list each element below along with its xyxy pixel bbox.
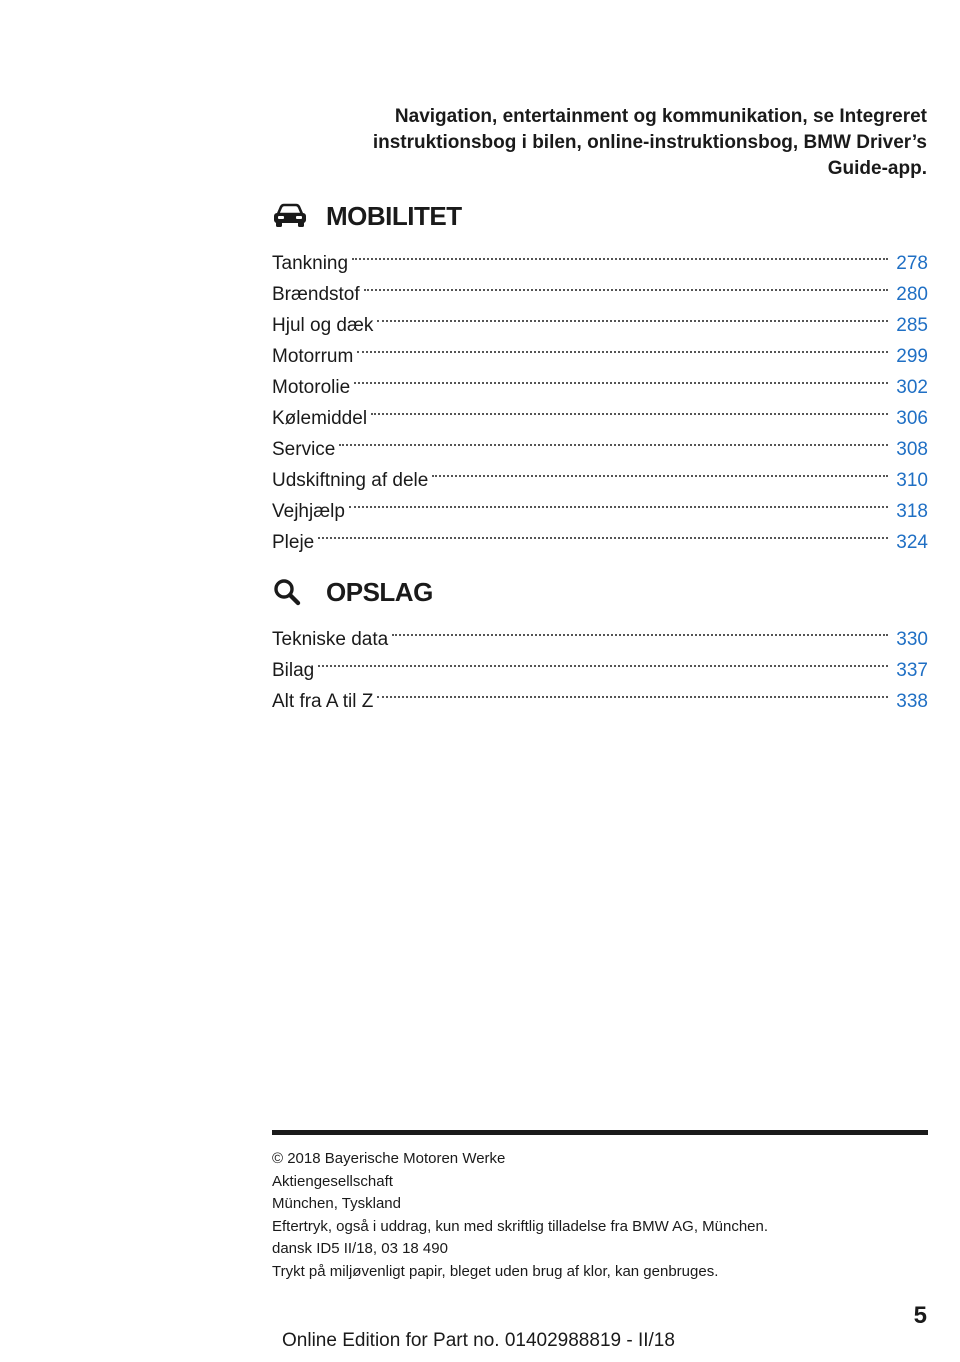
dot-leader <box>352 238 888 269</box>
toc-entry-page-link[interactable]: 337 <box>896 660 928 681</box>
dot-leader <box>432 455 888 486</box>
dot-leader <box>377 676 888 707</box>
toc-entry-label: Vejhjælp <box>272 501 345 522</box>
intro-note <box>300 104 927 182</box>
toc-entry-vejhjaelp[interactable] <box>272 486 928 522</box>
intro-line-2: instruktionsbog i bilen, online-instruktionsbog, BMW Driver’s <box>372 132 927 153</box>
toc-entry-page-link[interactable]: 318 <box>896 501 928 522</box>
toc-entry-braendstof[interactable] <box>272 269 928 305</box>
toc-entry-service[interactable] <box>272 424 928 460</box>
intro-line-1: Navigation, entertainment og kommunikation, se Integreret <box>394 106 927 127</box>
online-edition-footer: Online Edition for Part no. 01402988819 - II/18 <box>282 1330 675 1351</box>
intro-line-3: Guide-app. <box>827 158 927 179</box>
toc-entry-motorrum[interactable] <box>272 331 928 367</box>
toc-entry-page-link[interactable]: 308 <box>896 439 928 460</box>
imprint-company: Aktiengesellschaft <box>272 1172 393 1190</box>
toc-entry-koelemiddel[interactable] <box>272 393 928 429</box>
imprint-copyright: © 2018 Bayerische Motoren Werke <box>272 1150 506 1167</box>
dot-leader <box>357 331 888 362</box>
search-icon <box>272 575 312 609</box>
section-heading-mobilitet <box>272 199 462 233</box>
dot-leader <box>354 362 888 393</box>
imprint-paper-notice: Trykt på miljøvenligt papir, bleget uden brug af klor, kan genbruges. <box>272 1262 719 1280</box>
page-number: 5 <box>913 1302 927 1329</box>
dot-leader <box>318 645 888 676</box>
toc-entry-motorolie[interactable] <box>272 362 928 398</box>
dot-leader <box>339 424 888 455</box>
dot-leader <box>318 517 888 548</box>
dot-leader <box>364 269 889 300</box>
toc-entry-page-link[interactable]: 310 <box>896 470 928 491</box>
toc-entry-page-link[interactable]: 285 <box>896 315 928 336</box>
toc-entry-page-link[interactable]: 306 <box>896 408 928 429</box>
toc-entry-label: Motorolie <box>272 377 351 398</box>
toc-entry-label: Kølemiddel <box>272 408 368 429</box>
dot-leader <box>371 393 888 424</box>
toc-entry-label: Alt fra A til Z <box>272 691 374 712</box>
toc-entry-label: Hjul og dæk <box>272 315 374 336</box>
toc-entry-tankning[interactable] <box>272 238 928 274</box>
toc-entry-page-link[interactable]: 330 <box>896 629 928 650</box>
toc-entry-label: Motorrum <box>272 346 354 367</box>
section-heading-opslag <box>272 575 433 609</box>
imprint-reprint-notice: Eftertryk, også i uddrag, kun med skriftlig tilladelse fra BMW AG, München. <box>272 1217 769 1235</box>
toc-entry-label: Pleje <box>272 532 315 553</box>
toc-entry-label: Bilag <box>272 660 315 681</box>
toc-entry-label: Tankning <box>272 253 349 274</box>
toc-list-mobilitet <box>272 238 928 553</box>
section-title: OPSLAG <box>326 576 433 607</box>
toc-entry-tekniske-data[interactable] <box>272 614 928 650</box>
imprint-edition-id: dansk ID5 II/18, 03 18 490 <box>272 1240 448 1257</box>
dot-leader <box>377 300 888 331</box>
toc-entry-bilag[interactable] <box>272 645 928 681</box>
car-icon <box>272 199 312 233</box>
section-title: MOBILITET <box>326 200 462 231</box>
toc-entry-pleje[interactable] <box>272 517 928 553</box>
footer-divider <box>272 1130 928 1135</box>
imprint <box>272 1148 928 1283</box>
dot-leader <box>349 486 888 517</box>
toc-entry-page-link[interactable]: 302 <box>896 377 928 398</box>
imprint-location: München, Tyskland <box>272 1195 401 1212</box>
toc-entry-label: Tekniske data <box>272 629 389 650</box>
toc-entry-page-link[interactable]: 324 <box>896 532 928 553</box>
toc-entry-page-link[interactable]: 280 <box>896 284 928 305</box>
toc-entry-label: Brændstof <box>272 284 360 305</box>
toc-entry-udskiftning-af-dele[interactable] <box>272 455 928 491</box>
toc-entry-page-link[interactable]: 299 <box>896 346 928 367</box>
dot-leader <box>392 614 888 645</box>
toc-entry-hjul-og-daek[interactable] <box>272 300 928 336</box>
toc-entry-label: Udskiftning af dele <box>272 470 429 491</box>
toc-entry-alt-fra-a-til-z[interactable] <box>272 676 928 712</box>
toc-list-opslag <box>272 614 928 712</box>
toc-entry-page-link[interactable]: 278 <box>896 253 928 274</box>
toc-entry-label: Service <box>272 439 336 460</box>
toc-entry-page-link[interactable]: 338 <box>896 691 928 712</box>
